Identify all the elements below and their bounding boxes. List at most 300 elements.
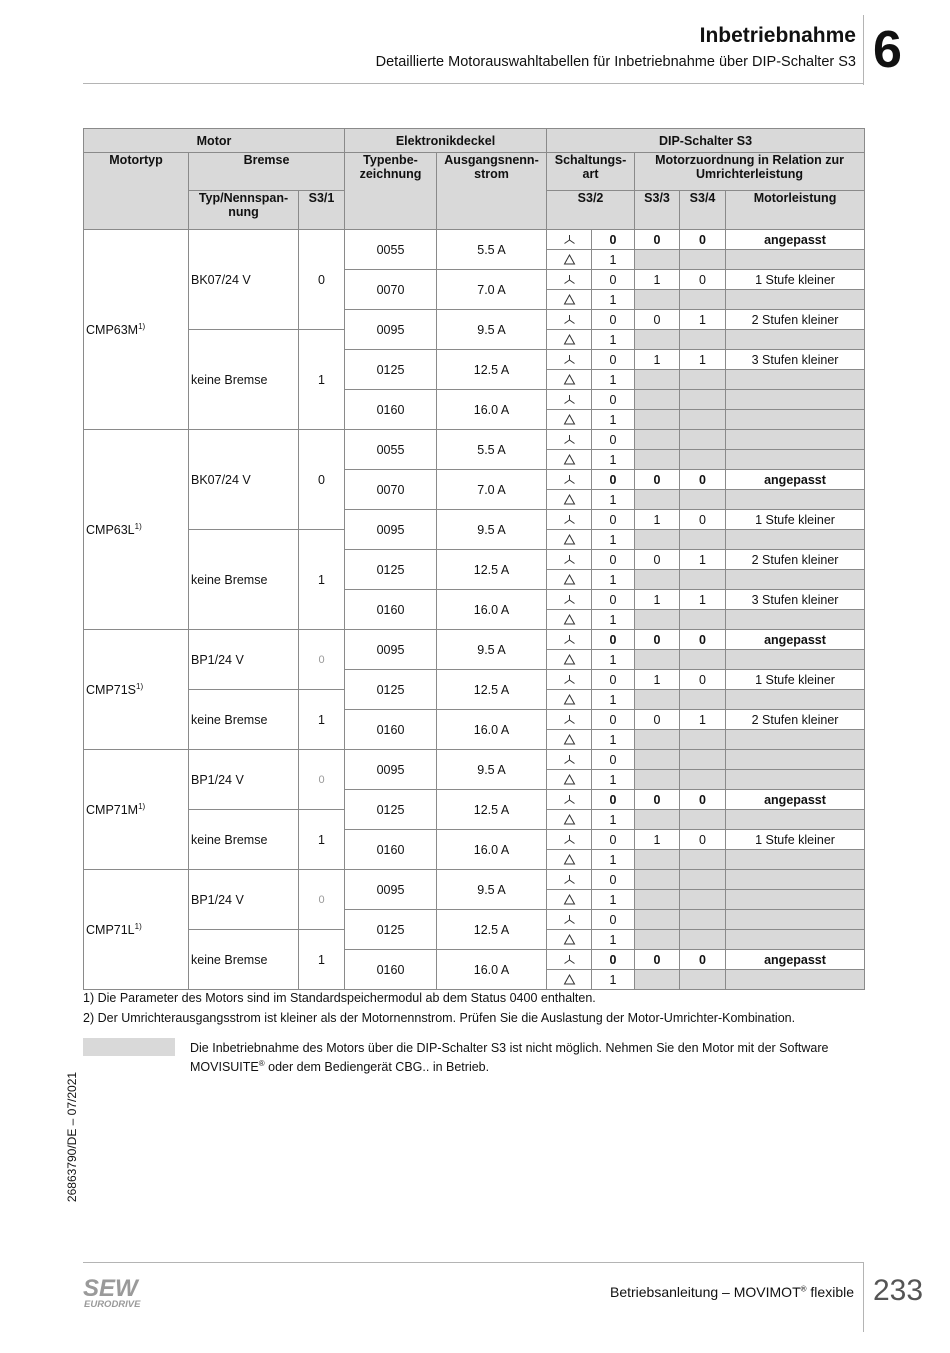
s3-1-cell: 0 [299, 870, 345, 930]
table-row [84, 630, 865, 650]
output-current-cell: 12.5 A [437, 790, 547, 830]
s3-3-cell: 0 [635, 310, 680, 330]
brake-type-cell: BK07/24 V [189, 430, 299, 530]
star-connection-icon [547, 950, 592, 970]
table-row [84, 430, 865, 450]
s3-2-cell: 0 [592, 390, 635, 410]
s3-2-cell: 0 [592, 790, 635, 810]
header-s3-1: S3/1 [299, 191, 345, 230]
s3-3-cell [635, 490, 680, 510]
motor-type-name: CMP71M [86, 803, 139, 818]
s3-3-cell: 1 [635, 670, 680, 690]
s3-1-cell: 0 [299, 750, 345, 810]
footnote-ref: 1) [134, 521, 142, 531]
motor-power-cell [726, 850, 865, 870]
s3-3-cell [635, 370, 680, 390]
header-motortyp: Motortyp [84, 153, 189, 230]
s3-2-cell: 1 [592, 250, 635, 270]
motor-power-cell [726, 750, 865, 770]
s3-1-cell: 0 [299, 630, 345, 690]
s3-2-cell: 1 [592, 810, 635, 830]
s3-3-cell [635, 750, 680, 770]
motor-power-cell: angepasst [726, 790, 865, 810]
s3-1-cell: 0 [299, 230, 345, 330]
s3-4-cell [680, 250, 726, 270]
s3-4-cell [680, 870, 726, 890]
motor-power-cell [726, 870, 865, 890]
motor-power-cell: angepasst [726, 470, 865, 490]
s3-3-cell: 0 [635, 230, 680, 250]
output-current-cell: 7.0 A [437, 270, 547, 310]
s3-3-cell [635, 610, 680, 630]
motor-type-cell [84, 630, 189, 750]
motor-power-cell [726, 250, 865, 270]
s3-3-cell: 0 [635, 630, 680, 650]
motor-power-cell: 3 Stufen kleiner [726, 590, 865, 610]
header-typenbezeichnung: Typenbe-zeichnung [345, 153, 437, 230]
brake-type-cell: BP1/24 V [189, 870, 299, 930]
s3-3-cell: 0 [635, 470, 680, 490]
brake-type-cell: keine Bremse [189, 930, 299, 990]
header-subtitle: Detaillierte Motorauswahltabellen für Inbetriebnahme über DIP-Schalter S3 [375, 54, 856, 70]
s3-4-cell [680, 770, 726, 790]
s3-2-cell: 0 [592, 470, 635, 490]
brake-type-cell: BP1/24 V [189, 630, 299, 690]
type-designation-cell: 0095 [345, 750, 437, 790]
motor-power-cell [726, 610, 865, 630]
star-connection-icon [547, 870, 592, 890]
output-current-cell: 16.0 A [437, 950, 547, 990]
s3-2-cell: 0 [592, 590, 635, 610]
s3-2-cell: 0 [592, 910, 635, 930]
output-current-cell: 9.5 A [437, 630, 547, 670]
motor-type-cell [84, 870, 189, 990]
motor-power-cell: 1 Stufe kleiner [726, 830, 865, 850]
legend-text: Die Inbetriebnahme des Motors über die DIP-Schalter S3 ist nicht möglich. Nehmen Sie den Motor mit der Software MOVISUITE® oder dem Bediengerät CBG.. in Betrieb. [190, 1041, 829, 1075]
s3-2-cell: 1 [592, 410, 635, 430]
s3-4-cell [680, 690, 726, 710]
type-designation-cell: 0070 [345, 270, 437, 310]
s3-1-cell: 1 [299, 330, 345, 430]
output-current-cell: 12.5 A [437, 910, 547, 950]
s3-4-cell: 1 [680, 590, 726, 610]
output-current-cell: 5.5 A [437, 430, 547, 470]
delta-connection-icon [547, 890, 592, 910]
s3-3-cell [635, 410, 680, 430]
motor-type-name: CMP63L [86, 523, 135, 538]
s3-3-cell: 0 [635, 710, 680, 730]
motor-type-cell [84, 750, 189, 870]
output-current-cell: 16.0 A [437, 390, 547, 430]
s3-2-cell: 0 [592, 230, 635, 250]
header-s3-3: S3/3 [635, 191, 680, 230]
s3-4-cell [680, 910, 726, 930]
s3-4-cell: 0 [680, 510, 726, 530]
star-connection-icon [547, 670, 592, 690]
motor-power-cell: angepasst [726, 950, 865, 970]
s3-3-cell [635, 570, 680, 590]
s3-3-cell [635, 430, 680, 450]
table-row [84, 230, 865, 250]
s3-2-cell: 1 [592, 930, 635, 950]
delta-connection-icon [547, 570, 592, 590]
s3-3-cell: 1 [635, 590, 680, 610]
s3-4-cell [680, 750, 726, 770]
star-connection-icon [547, 630, 592, 650]
s3-4-cell: 1 [680, 310, 726, 330]
s3-3-cell: 1 [635, 510, 680, 530]
type-designation-cell: 0070 [345, 470, 437, 510]
motor-power-cell [726, 730, 865, 750]
s3-2-cell: 1 [592, 450, 635, 470]
motor-power-cell [726, 490, 865, 510]
output-current-cell: 9.5 A [437, 510, 547, 550]
s3-3-cell: 0 [635, 550, 680, 570]
s3-4-cell [680, 410, 726, 430]
motor-power-cell [726, 770, 865, 790]
motor-power-cell [726, 910, 865, 930]
motor-power-cell [726, 330, 865, 350]
motor-power-cell [726, 290, 865, 310]
motor-type-name: CMP71S [86, 683, 137, 698]
delta-connection-icon [547, 650, 592, 670]
s3-4-cell: 1 [680, 350, 726, 370]
header-title: Inbetriebnahme [699, 24, 856, 47]
brake-type-cell: keine Bremse [189, 810, 299, 870]
type-designation-cell: 0095 [345, 510, 437, 550]
s3-3-cell [635, 970, 680, 990]
s3-3-cell [635, 930, 680, 950]
footnote-2: 2) Der Umrichterausgangsstrom ist kleiner als der Motornennstrom. Prüfen Sie die Auslastung der Motor-Umrichter-Kombination. [83, 1011, 796, 1025]
s3-2-cell: 0 [592, 750, 635, 770]
type-designation-cell: 0125 [345, 550, 437, 590]
brake-type-cell: keine Bremse [189, 330, 299, 430]
document-id: 26863790/DE – 07/2021 [65, 1071, 79, 1203]
delta-connection-icon [547, 850, 592, 870]
brake-type-cell: BP1/24 V [189, 750, 299, 810]
motor-power-cell: angepasst [726, 230, 865, 250]
s3-3-cell [635, 250, 680, 270]
header-motorleistung: Motorleistung [726, 191, 865, 230]
motor-power-cell [726, 410, 865, 430]
type-designation-cell: 0095 [345, 630, 437, 670]
s3-3-cell [635, 450, 680, 470]
motor-power-cell [726, 930, 865, 950]
s3-3-cell [635, 290, 680, 310]
svg-text:EURODRIVE: EURODRIVE [84, 1299, 141, 1310]
star-connection-icon [547, 710, 592, 730]
motor-type-name: CMP63M [86, 323, 139, 338]
star-connection-icon [547, 350, 592, 370]
star-connection-icon [547, 390, 592, 410]
motor-power-cell [726, 650, 865, 670]
s3-2-cell: 1 [592, 850, 635, 870]
output-current-cell: 16.0 A [437, 590, 547, 630]
motor-type-cell [84, 230, 189, 430]
delta-connection-icon [547, 490, 592, 510]
motor-power-cell: 1 Stufe kleiner [726, 670, 865, 690]
delta-connection-icon [547, 450, 592, 470]
s3-4-cell [680, 530, 726, 550]
s3-4-cell [680, 490, 726, 510]
page-number: 233 [873, 1274, 924, 1307]
star-connection-icon [547, 510, 592, 530]
s3-4-cell [680, 290, 726, 310]
s3-2-cell: 1 [592, 890, 635, 910]
s3-2-cell: 1 [592, 730, 635, 750]
output-current-cell: 12.5 A [437, 670, 547, 710]
s3-4-cell [680, 970, 726, 990]
header-schaltungsart: Schaltungs-art [547, 153, 635, 191]
s3-2-cell: 0 [592, 710, 635, 730]
motor-power-cell: 2 Stufen kleiner [726, 550, 865, 570]
s3-1-cell: 1 [299, 810, 345, 870]
s3-2-cell: 0 [592, 510, 635, 530]
table-row [84, 870, 865, 890]
footnote-ref: 1) [138, 801, 146, 811]
footnote-ref: 1) [136, 681, 144, 691]
delta-connection-icon [547, 690, 592, 710]
delta-connection-icon [547, 250, 592, 270]
output-current-cell: 9.5 A [437, 750, 547, 790]
s3-2-cell: 1 [592, 570, 635, 590]
delta-connection-icon [547, 810, 592, 830]
motor-power-cell: 3 Stufen kleiner [726, 350, 865, 370]
s3-4-cell [680, 850, 726, 870]
delta-connection-icon [547, 530, 592, 550]
s3-3-cell [635, 810, 680, 830]
star-connection-icon [547, 830, 592, 850]
brake-type-cell: keine Bremse [189, 530, 299, 630]
s3-4-cell [680, 730, 726, 750]
header-dip-schalter: DIP-Schalter S3 [547, 129, 865, 153]
s3-2-cell: 0 [592, 670, 635, 690]
type-designation-cell: 0095 [345, 870, 437, 910]
type-designation-cell: 0160 [345, 590, 437, 630]
header-typ-nennspannung: Typ/Nennspan-nung [189, 191, 299, 230]
table-row [84, 750, 865, 770]
motor-power-cell [726, 810, 865, 830]
s3-4-cell: 0 [680, 830, 726, 850]
star-connection-icon [547, 750, 592, 770]
manual-title: Betriebsanleitung – MOVIMOT® flexible [609, 1284, 854, 1300]
output-current-cell: 16.0 A [437, 830, 547, 870]
output-current-cell: 12.5 A [437, 350, 547, 390]
s3-3-cell [635, 890, 680, 910]
motor-power-cell [726, 430, 865, 450]
motor-power-cell: 2 Stufen kleiner [726, 310, 865, 330]
s3-2-cell: 1 [592, 370, 635, 390]
s3-3-cell [635, 690, 680, 710]
motor-power-cell: 1 Stufe kleiner [726, 510, 865, 530]
header-divider-horizontal [83, 83, 863, 84]
type-designation-cell: 0095 [345, 310, 437, 350]
sew-eurodrive-logo [83, 1274, 153, 1314]
delta-connection-icon [547, 610, 592, 630]
s3-2-cell: 1 [592, 650, 635, 670]
output-current-cell: 5.5 A [437, 230, 547, 270]
s3-3-cell [635, 910, 680, 930]
star-connection-icon [547, 550, 592, 570]
motor-power-cell: angepasst [726, 630, 865, 650]
s3-4-cell [680, 330, 726, 350]
s3-3-cell: 1 [635, 830, 680, 850]
star-connection-icon [547, 270, 592, 290]
motor-power-cell [726, 530, 865, 550]
s3-4-cell: 0 [680, 790, 726, 810]
s3-2-cell: 0 [592, 550, 635, 570]
s3-2-cell: 0 [592, 430, 635, 450]
s3-4-cell: 0 [680, 230, 726, 250]
s3-2-cell: 1 [592, 530, 635, 550]
s3-2-cell: 0 [592, 950, 635, 970]
header-divider-vertical [863, 15, 864, 85]
chapter-number: 6 [873, 21, 902, 79]
s3-4-cell [680, 370, 726, 390]
footnote-ref: 1) [134, 921, 142, 931]
motor-power-cell [726, 890, 865, 910]
svg-text:SEW: SEW [83, 1275, 138, 1302]
s3-4-cell: 0 [680, 950, 726, 970]
motor-power-cell [726, 450, 865, 470]
type-designation-cell: 0160 [345, 830, 437, 870]
s3-2-cell: 0 [592, 630, 635, 650]
brake-type-cell: BK07/24 V [189, 230, 299, 330]
motor-power-cell [726, 970, 865, 990]
s3-3-cell: 0 [635, 950, 680, 970]
s3-2-cell: 1 [592, 290, 635, 310]
star-connection-icon [547, 590, 592, 610]
s3-3-cell [635, 650, 680, 670]
type-designation-cell: 0160 [345, 950, 437, 990]
s3-4-cell: 0 [680, 670, 726, 690]
s3-4-cell: 1 [680, 710, 726, 730]
s3-4-cell: 1 [680, 550, 726, 570]
header-elektronikdeckel: Elektronikdeckel [345, 129, 547, 153]
s3-4-cell [680, 570, 726, 590]
motor-power-cell [726, 390, 865, 410]
s3-3-cell [635, 390, 680, 410]
brake-type-cell: keine Bremse [189, 690, 299, 750]
s3-2-cell: 1 [592, 970, 635, 990]
motor-power-cell [726, 570, 865, 590]
s3-4-cell [680, 450, 726, 470]
s3-2-cell: 1 [592, 490, 635, 510]
s3-3-cell [635, 870, 680, 890]
s3-3-cell: 0 [635, 790, 680, 810]
s3-3-cell [635, 530, 680, 550]
s3-4-cell [680, 430, 726, 450]
header-s3-4: S3/4 [680, 191, 726, 230]
s3-2-cell: 0 [592, 270, 635, 290]
type-designation-cell: 0160 [345, 710, 437, 750]
motor-selection-table [83, 128, 865, 990]
s3-4-cell [680, 810, 726, 830]
footnote-1: 1) Die Parameter des Motors sind im Standardspeichermodul ab dem Status 0400 enthalten. [83, 991, 596, 1005]
delta-connection-icon [547, 290, 592, 310]
s3-2-cell: 1 [592, 770, 635, 790]
motor-power-cell [726, 690, 865, 710]
s3-4-cell [680, 610, 726, 630]
s3-2-cell: 1 [592, 610, 635, 630]
output-current-cell: 9.5 A [437, 870, 547, 910]
type-designation-cell: 0160 [345, 390, 437, 430]
header-ausgangsnennstrom: Ausgangsnenn-strom [437, 153, 547, 230]
footnote-ref: 1) [138, 321, 146, 331]
s3-2-cell: 0 [592, 350, 635, 370]
type-designation-cell: 0055 [345, 230, 437, 270]
s3-1-cell: 1 [299, 930, 345, 990]
s3-4-cell [680, 890, 726, 910]
type-designation-cell: 0125 [345, 670, 437, 710]
s3-4-cell: 0 [680, 270, 726, 290]
star-connection-icon [547, 910, 592, 930]
s3-3-cell [635, 330, 680, 350]
footer-divider-horizontal [83, 1262, 863, 1263]
s3-4-cell: 0 [680, 470, 726, 490]
motor-power-cell [726, 370, 865, 390]
delta-connection-icon [547, 410, 592, 430]
delta-connection-icon [547, 970, 592, 990]
s3-4-cell [680, 650, 726, 670]
s3-3-cell [635, 730, 680, 750]
s3-1-cell: 1 [299, 690, 345, 750]
motor-power-cell: 2 Stufen kleiner [726, 710, 865, 730]
output-current-cell: 9.5 A [437, 310, 547, 350]
s3-3-cell: 1 [635, 270, 680, 290]
s3-2-cell: 0 [592, 830, 635, 850]
legend-swatch [83, 1038, 175, 1056]
delta-connection-icon [547, 770, 592, 790]
star-connection-icon [547, 310, 592, 330]
type-designation-cell: 0125 [345, 790, 437, 830]
s3-3-cell: 1 [635, 350, 680, 370]
motor-type-name: CMP71L [86, 923, 135, 938]
output-current-cell: 16.0 A [437, 710, 547, 750]
s3-2-cell: 1 [592, 330, 635, 350]
header-motorzuordnung: Motorzuordnung in Relation zur Umrichterleistung [635, 153, 865, 191]
s3-3-cell [635, 770, 680, 790]
s3-2-cell: 0 [592, 870, 635, 890]
s3-1-cell: 0 [299, 430, 345, 530]
output-current-cell: 12.5 A [437, 550, 547, 590]
s3-4-cell: 0 [680, 630, 726, 650]
header-motor: Motor [84, 129, 345, 153]
motor-type-cell [84, 430, 189, 630]
star-connection-icon [547, 230, 592, 250]
header-bremse: Bremse [189, 153, 345, 191]
delta-connection-icon [547, 730, 592, 750]
delta-connection-icon [547, 370, 592, 390]
footer-divider-vertical [863, 1262, 864, 1332]
delta-connection-icon [547, 330, 592, 350]
s3-3-cell [635, 850, 680, 870]
s3-2-cell: 0 [592, 310, 635, 330]
star-connection-icon [547, 430, 592, 450]
s3-1-cell: 1 [299, 530, 345, 630]
type-designation-cell: 0125 [345, 350, 437, 390]
type-designation-cell: 0125 [345, 910, 437, 950]
s3-4-cell [680, 930, 726, 950]
s3-4-cell [680, 390, 726, 410]
type-designation-cell: 0055 [345, 430, 437, 470]
delta-connection-icon [547, 930, 592, 950]
header-s3-2: S3/2 [547, 191, 635, 230]
star-connection-icon [547, 470, 592, 490]
s3-2-cell: 1 [592, 690, 635, 710]
star-connection-icon [547, 790, 592, 810]
output-current-cell: 7.0 A [437, 470, 547, 510]
